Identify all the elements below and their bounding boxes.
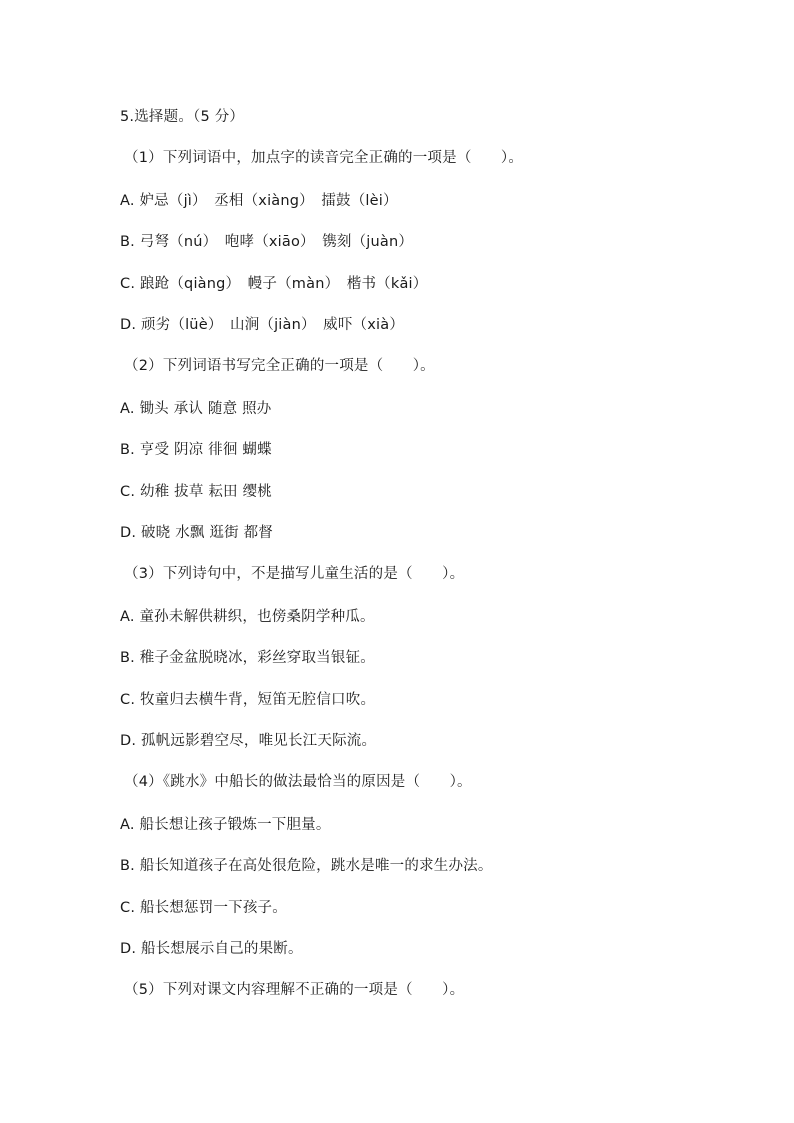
q1-option-d: D. 顽劣（lüè） 山涧（jiàn） 威吓（xià） <box>120 317 405 333</box>
q3-option-a: A. 童孙未解供耕织，也傍桑阴学种瓜。 <box>120 609 375 625</box>
q4-option-b: B. 船长知道孩子在高处很危险，跳水是唯一的求生办法。 <box>120 858 493 874</box>
q2-option-c: C. 幼稚 拔草 耘田 缨桃 <box>120 484 272 500</box>
q4-option-c: C. 船长想惩罚一下孩子。 <box>120 900 287 916</box>
q2-option-a: A. 锄头 承认 随意 照办 <box>120 401 272 417</box>
q2-option-b: B. 亨受 阴凉 徘徊 蝴蝶 <box>120 442 272 458</box>
q4-option-d: D. 船长想展示自己的果断。 <box>120 941 303 957</box>
q1-stem: （1）下列词语中，加点字的读音完全正确的一项是（ ）。 <box>124 150 524 166</box>
q5-stem: （5）下列对课文内容理解不正确的一项是（ ）。 <box>124 982 465 998</box>
q3-option-c: C. 牧童归去横牛背，短笛无腔信口吹。 <box>120 692 376 708</box>
q1-option-c: C. 踉跄（qiàng） 幔子（màn） 楷书（kǎi） <box>120 276 428 292</box>
q4-option-a: A. 船长想让孩子锻炼一下胆量。 <box>120 817 331 833</box>
q2-stem: （2）下列词语书写完全正确的一项是（ ）。 <box>124 358 435 374</box>
q3-stem: （3）下列诗句中，不是描写儿童生活的是（ ）。 <box>124 566 465 582</box>
q3-option-d: D. 孤帆远影碧空尽，唯见长江天际流。 <box>120 733 377 749</box>
q3-option-b: B. 稚子金盆脱晓冰，彩丝穿取当银钲。 <box>120 650 375 666</box>
q1-option-b: B. 弓弩（nú） 咆哮（xiāo） 镌刻（juàn） <box>120 234 414 250</box>
q2-option-d: D. 破晓 水飘 逛街 都督 <box>120 525 274 541</box>
q4-stem: （4）《跳水》中船长的做法最恰当的原因是（ ）。 <box>124 774 472 790</box>
q1-option-a: A. 妒忌（jì） 丞相（xiàng） 擂鼓（lèi） <box>120 193 398 209</box>
question-heading: 5.选择题。（5 分） <box>120 109 245 125</box>
